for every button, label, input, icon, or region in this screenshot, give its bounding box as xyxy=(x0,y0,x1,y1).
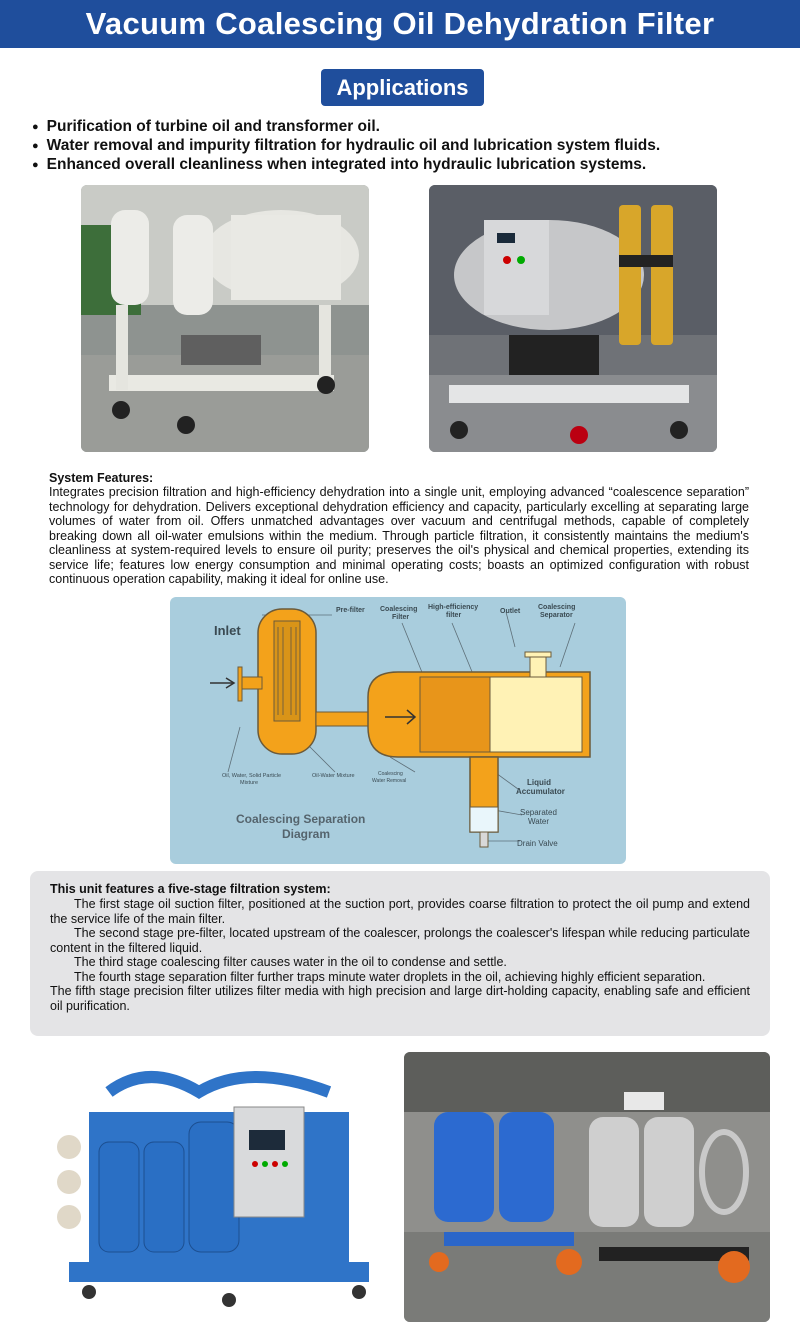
diagram-label-oil-water-mixture: Oil-Water Mixture xyxy=(312,773,355,779)
diagram-label-oil-water-solid-1: Oil, Water, Solid Particle xyxy=(222,773,282,779)
product-photo-white-unit xyxy=(81,185,369,452)
product-photo-blue-purifier xyxy=(29,1052,391,1322)
diagram-label-drain-valve: Drain Valve xyxy=(517,839,558,848)
stage-item: The fifth stage precision filter utilizes filter media with high precision and large dirt-holding capacity, enabling safe and efficient oil purification. xyxy=(50,984,750,1013)
diagram-label-coalescing-filter-2: Filter xyxy=(392,614,410,621)
diagram-caption-line-2: Diagram xyxy=(282,827,331,841)
product-photo-filter-carts xyxy=(404,1052,770,1322)
stage-item: The first stage oil suction filter, positioned at the suction port, provides coarse filtration to protect the oil pump and extend the service life of the main filter. xyxy=(50,897,750,926)
coalescing-separation-diagram xyxy=(170,597,626,864)
application-item: ● Enhanced overall cleanliness when integrated into hydraulic lubrication systems. xyxy=(32,156,772,175)
system-features-label: System Features: xyxy=(49,471,154,485)
applications-list xyxy=(32,118,772,175)
diagram-label-accumulator-2: Accumulator xyxy=(516,787,565,796)
diagram-label-water-removal-2: Water Removal xyxy=(372,778,407,784)
diagram-label-coalescing-filter-1: Coalescing xyxy=(380,606,418,613)
stage-item: The second stage pre-filter, located upstream of the coalescer, prolongs the coalescer's lifespan while reducing particulate content in the filtered liquid. xyxy=(50,926,750,955)
diagram-label-accumulator-1: Liquid xyxy=(527,778,551,787)
applications-badge: Applications xyxy=(321,69,484,106)
application-item: ● Water removal and impurity filtration for hydraulic oil and lubrication system fluids. xyxy=(32,137,772,156)
system-features-text: Integrates precision filtration and high-efficiency dehydration into a single unit, employing advanced “coalescence separation” technology for dehydration. Delivers exceptional dehydration efficiency and capacity, particularly excelling at separating large volumes of water from oil. Offers unmatched advantages over vacuum and centrifugal methods, capable of completely breaking down all oil-water emulsions within the medium. Through particle filtration, it consistently maintains the medium's cleanliness at system-required levels to ensure oil purity; preserves the oil's physical and chemical properties, extending its service life; features low energy consumption and minimal operating costs; boasts an optimized configuration with robust continuous operation capability, making it ideal for online use. xyxy=(49,485,749,586)
application-item: ● Purification of turbine oil and transformer oil. xyxy=(32,118,772,137)
five-stage-heading: This unit features a five-stage filtration system: xyxy=(50,882,331,896)
diagram-label-high-efficiency-2: filter xyxy=(446,612,462,619)
diagram-label-separator-1: Coalescing xyxy=(538,604,576,611)
system-features xyxy=(49,471,749,587)
diagram-label-separator-2: Separator xyxy=(540,612,573,619)
diagram-caption-line-1: Coalescing Separation xyxy=(236,812,366,826)
diagram-label-high-efficiency-1: High-efficiency xyxy=(428,604,479,611)
diagram-label-pre-filter: Pre-filter xyxy=(336,607,365,614)
stage-item: The fourth stage separation filter further traps minute water droplets in the oil, achieving highly efficient separation. xyxy=(74,969,706,984)
page-title: Vacuum Coalescing Oil Dehydration Filter xyxy=(0,0,800,48)
five-stage-panel xyxy=(30,871,770,1036)
diagram-label-outlet: Outlet xyxy=(500,608,521,615)
diagram-label-water-removal-1: Coalescing xyxy=(378,771,403,777)
diagram-label-separated-water-1: Separated xyxy=(520,808,557,817)
diagram-label-separated-water-2: Water xyxy=(528,817,550,826)
diagram-label-oil-water-solid-2: Mixture xyxy=(240,780,259,786)
diagram-label-inlet: Inlet xyxy=(214,623,241,638)
stage-item: The third stage coalescing filter causes water in the oil to condense and settle. xyxy=(74,955,507,969)
product-photo-cabinet-unit xyxy=(429,185,717,452)
